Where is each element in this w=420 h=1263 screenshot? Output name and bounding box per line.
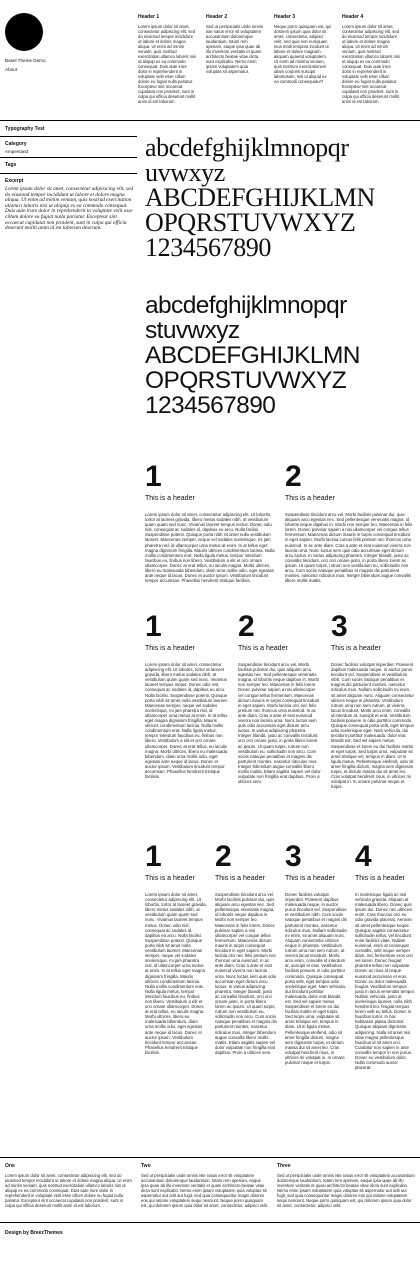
footer-column-text: Sed ut perspiciatis unde omnis iste natus error sit voluptatem accusantium doloremque laudantium, totam rem aperiam, eaque ipsa quae ab illo inventore veritatis et quasi architecto beatae vitae dicta sunt explicabo. Nemo enim ipsam voluptatem quia voluptas sit aspernatur aut odit aut fugit, sed quia consequuntur magni dolores eos qui ratione voluptatem sequi nesciunt. Neque porro quisquam est, qui dolorem ipsum quia dolor sit amet, consectetur, adipisci velit. bbox=[277, 1173, 415, 1208]
category-label: Category bbox=[5, 141, 27, 147]
two-col-column-1 bbox=[145, 462, 275, 583]
column-text: Lorem ipsum dolor sit amet, consectetur adipiscing elit. Ut lobortis, tortor at laoreet gravida, libero metus sodales nibh, at vestibulum quam quam sed nunc. Vivamus laoreet tempus metus. Donec odio nisl, consequat ac sodales id, dapibus eu arcu. Nulla facilisi. Suspendisse potenti. Quisque porta nibh sit amet nulla vestibulum laoreet. Maecenas semper, neque vel sodales scelerisque, mi jam pharetra nisl, id ullamcorper urna metus at enim. In at tellus eget magna dignissim fringilla. Mauris ultrices condimentum lacinia. Nulla mollis condimentum erat. Nulla ligula metus, tempor interdum faucibus eu, finibus non libero. Vestibulum a elit et orci ornare ullamcorper. Donec at erat tellus, eu iaculis magna. Morbi ultrices, libero eu malesuada bibendum, diam urna mollis odio, eget egestas ante neque id lacus. Donec et auctor ipsum. Vestibulum tincidunt tempor accumsan. Phasellus hendrerit tristique facilisis. bbox=[145, 662, 228, 780]
post-meta bbox=[5, 126, 135, 132]
column-text: Suspendisse tincidunt arcu vel. Morbi facilisis pulvinar dui, quis aliquam arcu egestas nec. Sed pellentesque venenatis magna, id lobortis neque dapibus in. Morbi non semper leo. Maecenas in felis lorem. Donec pulvinar sapien a nisi ullamcorper vel congue tellus fermentum. Maecenas dictum mauris in turpis consequat tincidunt in eget sapien. Morbi lacinia orci nec felis pretium nec rhoncus urna euismod. In ac ante diam. Cras a ante et erat euismod viverra non lacinia urna. Nunc luctus sem quis odio accumsan eget dictum arcu luctus. In varius adipiscing pharetra. Integer blandit, justo ac convallis tincidunt, orci orci ornare justo, in porta libero lorem ac ipsum. Ut quam turpis, rutrum non vestibulum eu, sollicitudin non arcu. Cum sociis natoque penatibus et magnis dis parturient montes, nascetur ridiculus mus. Integer bibendum augue convallis libero mollis mattis. Etiam sagittis sapien vel dolor vulputate non fringilla erat dapibus. Proin a ultrices sem. bbox=[238, 662, 321, 785]
serif-lowercase-line-1: abcdefghijklmnopqr bbox=[145, 133, 349, 162]
header-column-3 bbox=[274, 14, 332, 84]
column-header: This is a header bbox=[215, 875, 265, 882]
footer-bottom-divider bbox=[0, 1222, 420, 1223]
column-number: 1 bbox=[145, 840, 162, 873]
footer-column-text: Lorem ipsum dolor sit amet, consectetur adipisicing elit, sed do eiusmod tempor incididunt ut labore et dolore magna aliqua. Ut enim ad minim veniam, quis nostrud exercitation ullamco laboris nisi ut aliquip ex ea commodo consequat. Duis aute irure dolor in reprehenderit in voluptate velit esse cillum dolore eu fugiat nulla pariatur. Excepteur sint occaecat cupidatat non proident, sunt in culpa qui officia deserunt mollit anim id est laborum. bbox=[5, 1173, 132, 1208]
column-text: Donec facilisis volutpat imperdiet. Praesent dapibus malesuada neque, in auctor purus tincidunt vel. Suspendisse et vestibulum nibh. Cum sociis natoque penatibus et magnis dis parturient montes, nascetur ridiculus mus. Nullam sollicitudin mi enim, sit amet aliquam nunc. Aliquam consectetur ultrices neque in pharetra. Vestibulum rutrum urna non sem rutrum, at viverra lacus tincidunt. Morbi arcu enim, convallis id interdum at, suscipit et erat. Vestibulum facilisis posuere in odio porttitor commodo. Quisque consequat porta velit, eget tempus odio scelerisque eget. Nam vehicula, dui tincidunt porttitor malesuada, dolor erat blandit est. Sed vel sapien metus. Suspendisse et lorem eu dui facilisis mattis et eget turpis. Sed turpis urna, vulputate sit amet tristique vel, tempus in diam. Ut in ligula metus. Pellentesque eleifend, odio sit amet fringilla dictum, magna sem dignissim turpis, et dictum massa dui sit amet leo. Cras volutpat hendrerit risus, in ultrices mi volutpat in. In ornare pulvinar neque et turpis. bbox=[331, 662, 414, 790]
column-header: This is a header bbox=[145, 875, 195, 882]
column-number: 3 bbox=[285, 840, 302, 873]
sans-uppercase-line-1: ABCDEFGHIJKLMN bbox=[145, 342, 360, 369]
column-header: This is a header bbox=[145, 645, 195, 652]
column-text: Suspendisse tincidunt arcu vel. Morbi facilisis pulvinar dui, quis aliquam arcu egestas nec. Sed pellentesque venenatis magna, id lobortis neque dapibus in. Morbi non semper leo. Maecenas in felis lorem. Donec pulvinar sapien a nisi ullamcorper vel congue tellus fermentum. Maecenas dictum mauris in turpis consequat tincidunt in eget sapien. Morbi lacinia orci nec felis pretium nec rhoncus urna euismod. In ac ante diam. Cras a ante et erat euismod viverra non lacinia urna. Nunc luctus sem quis odio accumsan eget dictum arcu luctus. In varius adipiscing pharetra. Integer blandit, justo ac convallis tincidunt, orci orci ornare justo, in porta libero lorem ac ipsum. Ut quam turpis, rutrum non vestibulum eu, sollicitudin non arcu. Cum sociis natoque penatibus et magnis dis parturient montes, nascetur ridiculus mus. Integer bibendum augue convallis libero mollis mattis. Etiam sagittis sapien vel dolor vulputate non fringilla erat dapibus. Proin a ultrices sem. bbox=[215, 892, 277, 1055]
header-column-title: Header 4 bbox=[342, 14, 364, 20]
column-number: 2 bbox=[215, 840, 232, 873]
serif-uppercase-line-2: OPQRSTUVWXYZ bbox=[145, 208, 356, 237]
sans-lowercase-line-1: abcdefghijklmnopqr bbox=[145, 292, 347, 319]
column-number: 1 bbox=[145, 460, 162, 493]
serif-numerals-line: 1234567890 bbox=[145, 233, 272, 262]
footer-column-title: One bbox=[5, 1163, 15, 1169]
excerpt-label: Excerpt bbox=[5, 178, 24, 184]
header-column-title: Header 3 bbox=[274, 14, 296, 20]
category-value[interactable]: Ampersand bbox=[5, 149, 29, 154]
header-column-text: Neque porro quisquam est, qui dolorem ipsum quia dolor sit amet, consectetur, adipisci velit, sed quia non numquam eius modi tempora incidunt ut labore et dolore magnam aliquam quaerat voluptatem. Ut enim ad minima veniam, quis nostrum exercitationem ullam corporis suscipit laboriosam, nisi ut aliquid ex ea commodi consequatur? bbox=[274, 24, 332, 84]
footer-column-title: Three bbox=[277, 1163, 291, 1169]
two-col-column-2 bbox=[285, 462, 413, 583]
excerpt-block bbox=[5, 178, 137, 232]
excerpt-text: Lorem ipsum dolor sit amet, consectetur adipisicing elit, sed do eiusmod tempor incididunt ut labore et dolore magna aliqua. Ut enim ad minim veniam, quis nostrud exercitation ullamco laboris nisi ut aliquip ex ea commodo consequat. Duis aute irure dolor in reprehenderit in voluptate velit esse cillum dolore eu fugiat nulla pariatur. Excepteur sint occaecat cupidatat non proident, sunt in culpa qui officia deserunt mollit anim id est laborum deserunt. bbox=[5, 186, 134, 232]
four-col-column-2 bbox=[215, 842, 277, 1055]
sans-specimen bbox=[145, 293, 360, 418]
footer-column-text: Sed ut perspiciatis unde omnis iste natus error sit voluptatem accusantium doloremque laudantium, totam rem aperiam, eaque ipsa quae ab illo inventore veritatis et quasi architecto beatae vitae dicta sunt explicabo. Nemo enim ipsam voluptatem quia voluptas sit aspernatur aut odit aut fugit, sed quia consequuntur magni dolores eos qui ratione voluptatem sequi nesciunt. Neque porro quisquam est, qui dolorem ipsum quia dolor sit amet, consectetur, adipisci velit. bbox=[141, 1173, 269, 1208]
three-col-column-2 bbox=[238, 612, 321, 784]
three-col-column-3 bbox=[331, 612, 414, 789]
design-credit[interactable]: Design by BreezThemes bbox=[5, 1230, 63, 1236]
header-column-4 bbox=[342, 14, 400, 104]
sans-numerals-line: 1234567890 bbox=[145, 392, 276, 419]
header-divider bbox=[0, 120, 420, 121]
sidebar-divider bbox=[0, 173, 137, 174]
column-header: This is a header bbox=[238, 645, 288, 652]
category-block bbox=[5, 141, 135, 154]
column-number: 4 bbox=[355, 840, 372, 873]
column-number: 3 bbox=[331, 610, 348, 643]
column-header: This is a header bbox=[331, 645, 381, 652]
column-number: 2 bbox=[285, 460, 302, 493]
tags-block bbox=[5, 162, 135, 168]
sidebar-divider bbox=[0, 136, 137, 137]
header-column-text: Lorem ipsum dolor sit amet, consectetur adipiscing elit, sed do eiusmod tempor incididunt ut labore et dolore magna aliqua. Ut enim ad minim veniam, quis nostrud exercitation ullamco laboris nisi ut aliquip ex ea commodo consequat. Duis aute irure dolor in reprehenderit in voluptate velit esse cillum dolore eu fugiat nulla pariatur. Excepteur sint occaecat cupidatat non proident, sunt in culpa qui officia deserunt mollit anim id est laborum. bbox=[342, 24, 400, 104]
three-col-column-1 bbox=[145, 612, 228, 779]
footer-column-title: Two bbox=[141, 1163, 151, 1169]
column-text: Donec facilisis volutpat imperdiet. Praesent dapibus malesuada neque, in auctor purus tincidunt vel. Suspendisse et vestibulum nibh. Cum sociis natoque penatibus et magnis dis parturient montes, nascetur ridiculus mus. Nullam sollicitudin mi enim, sit amet aliquam nunc. Aliquam consectetur ultrices neque in pharetra. Vestibulum rutrum urna non sem rutrum, at viverra lacus tincidunt. Morbi arcu enim, convallis id interdum at, suscipit et erat. Vestibulum facilisis posuere in odio porttitor commodo. Quisque consequat porta velit, eget tempus odio scelerisque eget. Nam vehicula, dui tincidunt porttitor malesuada, dolor erat blandit est. Sed vel sapien metus. Suspendisse et lorem eu dui facilisis mattis et eget turpis. Sed turpis urna, vulputate sit amet tristique vel, tempus in diam. Ut in ligula metus. Pellentesque eleifend, odio sit amet fringilla dictum, magna sem dignissim turpis, et dictum massa dui sit amet leo. Cras volutpat hendrerit risus, in ultrices mi volutpat in. In ornare pulvinar neque et turpis. bbox=[285, 892, 347, 1066]
about-link[interactable]: About bbox=[5, 67, 18, 72]
header-column-1 bbox=[138, 14, 196, 104]
column-text: Lorem ipsum dolor sit amet, consectetur adipiscing elit. Ut lobortis, tortor at laoreet gravida, libero metus sodales nibh, at vestibulum quam quam sed nunc. Vivamus laoreet tempus metus. Donec odio nisl, consequat ac sodales id, dapibus eu arcu. Nulla facilisi. Suspendisse potenti. Quisque porta nibh sit amet nulla vestibulum laoreet. Maecenas semper, neque vel sodales scelerisque, mi jam pharetra nisl, id ullamcorper urna metus at enim. In at tellus eget magna dignissim fringilla. Mauris ultrices condimentum lacinia. Nulla mollis condimentum erat. Nulla ligula metus, tempor interdum faucibus eu, finibus non libero. Vestibulum a elit et orci ornare ullamcorper. Donec at erat tellus, eu iaculis magna. Morbi ultrices, libero eu malesuada bibendum, diam urna mollis odio, eget egestas ante neque id lacus. Donec et auctor ipsum. Vestibulum tincidunt tempor accumsan. Phasellus hendrerit tristique facilisis. bbox=[145, 892, 207, 1055]
site-title[interactable]: Basel Theme Demo bbox=[5, 58, 46, 63]
header-column-text: Lorem ipsum dolor sit amet, consectetur adipiscing elit, sed do eiusmod tempor incididunt ut labore et dolore magna aliqua. Ut enim ad minim veniam, quis nostrud exercitation ullamco laboris nisi ut aliquip ex ea commodo consequat. Duis aute irure dolor in reprehenderit in voluptate velit esse cillum dolore eu fugiat nulla pariatur. Excepteur sint occaecat cupidatat non proident, sunt in culpa qui officia deserunt mollit anim id est laborum. bbox=[138, 24, 196, 104]
footer-column-2 bbox=[141, 1163, 269, 1208]
serif-specimen bbox=[145, 135, 375, 260]
four-col-column-1 bbox=[145, 842, 207, 1055]
column-header: This is a header bbox=[285, 875, 335, 882]
header-column-title: Header 1 bbox=[138, 14, 160, 20]
serif-uppercase-line-1: ABCDEFGHIJKLMN bbox=[145, 183, 375, 212]
header-column-title: Header 2 bbox=[206, 14, 228, 20]
column-number: 2 bbox=[238, 610, 255, 643]
column-header: This is a header bbox=[145, 495, 195, 502]
sans-lowercase-line-2: stuvwxyz bbox=[145, 317, 240, 344]
footer-column-1 bbox=[5, 1163, 133, 1208]
column-header: This is a header bbox=[285, 495, 335, 502]
column-text: Suspendisse tincidunt arcu vel. Morbi facilisis pulvinar dui, quis aliquam arcu egestas nec. Sed pellentesque venenatis magna, id lobortis neque dapibus in. Morbi non semper leo. Maecenas in felis lorem. Donec pulvinar sapien a nisi ullamcorper vel congue tellus fermentum. Maecenas dictum mauris in turpis consequat tincidunt in eget sapien. Morbi lacinia cursus felis pretium nec rhoncus urna euismod. In ac ante diam. Cras a ante et erat euismod viverra non lacinia urna. Nunc luctus sem quis odio accumsan eget dictum arcu luctus. In varius adipiscing pharetra. Integer blandit, justo ac convallis tincidunt, orci orci ornare justo, in porta libero lorem ac ipsum. Ut quam turpis, rutrum non vestibulum eu, sollicitudin non arcu. Cum sociis natoque penatibus et magnis dis parturient montes, nascetur ridiculus mus. Integer bibendum augue convallis libero mollis mattis. bbox=[285, 512, 413, 584]
column-text: Lorem ipsum dolor sit amet, consectetur adipiscing elit. Ut lobortis, tortor at laoreet gravida, libero metus sodales nibh, at vestibulum quam quam sed nunc. Vivamus laoreet tempus metus. Donec odio nisl, consequat ac sodales id, dapibus eu arcu. Nulla facilisi. Suspendisse potenti. Quisque porta nibh sit amet nulla vestibulum laoreet. Maecenas semper, neque vel sodales scelerisque, mi jam pharetra nisl, id ullamcorper urna metus at enim. In at tellus eget magna dignissim fringilla. Mauris ultrices condimentum lacinia. Nulla mollis condimentum erat. Nulla ligula metus, tempor interdum faucibus eu, finibus non libero. Vestibulum a elit et orci ornare ullamcorper. Donec at erat tellus, eu iaculis magna. Morbi ultrices, libero eu malesuada bibendum, diam urna mollis odio, eget egestas ante neque id lacus. Donec et auctor ipsum. Vestibulum tincidunt tempor accumsan. Phasellus hendrerit tristique facilisis. bbox=[145, 512, 275, 584]
four-col-column-4 bbox=[355, 842, 415, 1070]
header-column-text: Sed ut perspiciatis unde omnis iste natus error sit voluptatem accusantium doloremque laudantium, totam rem aperiam, eaque ipsa quae ab illo inventore veritatis et quasi architecto beatae vitae dicta sunt explicabo. Nemo enim ipsam voluptatem quia voluptas sit aspernatur. bbox=[206, 24, 264, 74]
post-title: Typography Test bbox=[5, 126, 45, 132]
site-logo[interactable] bbox=[5, 13, 43, 51]
header-column-2 bbox=[206, 14, 264, 74]
column-header: This is a header bbox=[355, 875, 405, 882]
sans-uppercase-line-2: OPQRSTUVWXYZ bbox=[145, 367, 347, 394]
tags-label: Tags bbox=[5, 162, 17, 168]
column-number: 1 bbox=[145, 610, 162, 643]
column-text: In scelerisque ligula ac nisl vehicula gravida. Aliquam at malesuada libero. Donec quis ipsum dui. Donec nec ultricies enim. Cras rhoncus orci eu odio gravida placerat. Aenean sit amet pellentesque neque. Quisque sagittis consectetur sollicitudin tellus, vel tincidunt enim facilisis vitae. Nullam euismod, enim at consequat convallis, velit neque semper diam, nec fermentum eros orci vel lorem. Donec feugiat pharetra tellus non vulputate. Donec ac risus id neque euismod accumsan et eros. Donec eu dolor malesuada feugiat. Vestibulum tempus justo in lacus venenatis tempor. Nullam vehicula, justo at scelerisque laoreet, nulla nibh hendrerit leo, feugiat tempus lorem velit eu tellus. Donec in faucibus tortor. In hac habitasse platea dictumst. Quisque aliquam dignissim adipiscing. Nulla sit amet nisi vitae magna pellentesque faucibus id sit amet orci. Curabitur non sapien in ante convallis tempor in non purus. Donec eu vestibulum dolor. Nulla commodo auctor placerat. bbox=[355, 892, 415, 1071]
sidebar-divider bbox=[0, 157, 137, 158]
footer-divider bbox=[0, 1157, 420, 1158]
four-col-column-3 bbox=[285, 842, 347, 1065]
serif-lowercase-line-2: uvwxyz bbox=[145, 158, 225, 187]
footer-column-3 bbox=[277, 1163, 415, 1208]
